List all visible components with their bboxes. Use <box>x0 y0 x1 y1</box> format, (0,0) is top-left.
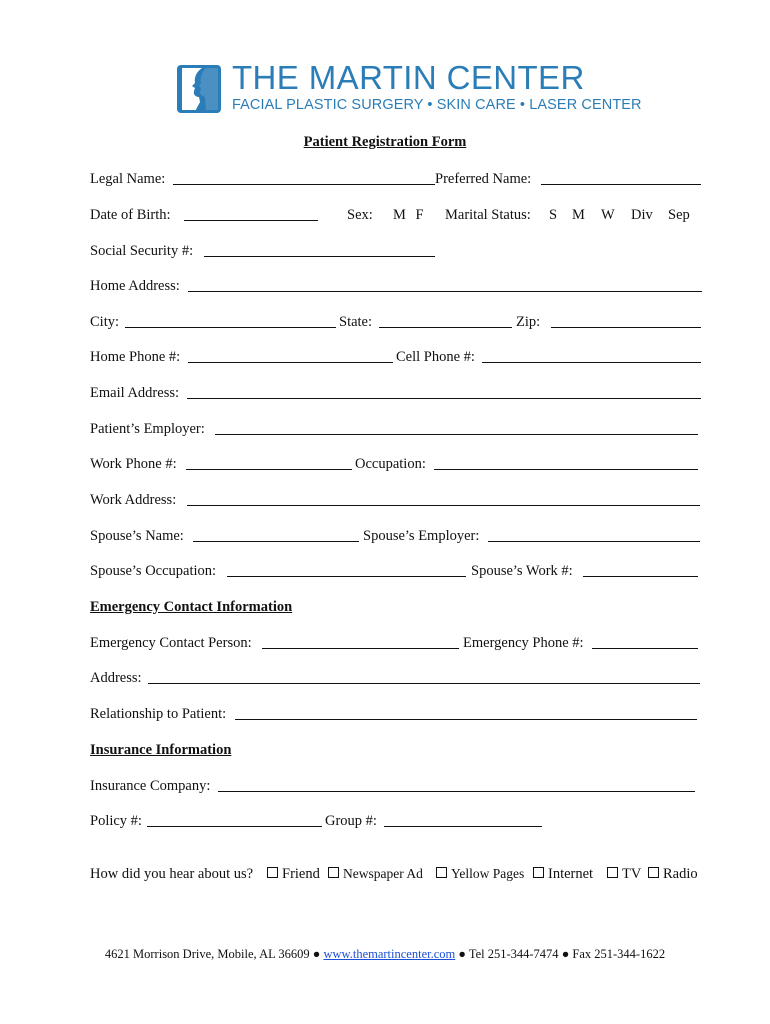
footer <box>0 947 770 962</box>
row-city <box>90 312 702 332</box>
occupation-field[interactable] <box>434 454 698 470</box>
spouse-work-label: Spouse’s Work #: <box>471 563 573 579</box>
insurance-company-label: Insurance Company: <box>90 778 211 794</box>
group-field[interactable] <box>384 811 542 827</box>
row-emergency-heading <box>90 597 702 617</box>
referral-option-label: Internet <box>548 866 594 882</box>
cell-phone-label: Cell Phone #: <box>396 349 475 365</box>
referral-question: How did you hear about us? <box>90 866 254 882</box>
city-field[interactable] <box>125 312 336 328</box>
checkbox-icon <box>648 867 659 878</box>
form-title: Patient Registration Form <box>303 134 467 150</box>
emergency-phone-field[interactable] <box>592 633 698 649</box>
state-field[interactable] <box>379 312 512 328</box>
work-phone-label: Work Phone #: <box>90 456 177 472</box>
legal-name-label: Legal Name: <box>90 171 166 187</box>
referral-option-label: Friend <box>282 866 320 882</box>
row-spouse-occupation <box>90 561 702 581</box>
emergency-address-field[interactable] <box>148 668 700 684</box>
policy-field[interactable] <box>147 811 322 827</box>
row-insurance-heading <box>90 740 702 760</box>
work-phone-field[interactable] <box>186 454 352 470</box>
row-email <box>90 383 702 403</box>
marital-option-w[interactable]: W <box>601 207 615 223</box>
zip-field[interactable] <box>551 312 701 328</box>
marital-option-sep[interactable]: Sep <box>668 207 690 223</box>
emergency-heading: Emergency Contact Information <box>90 599 293 615</box>
sex-options[interactable]: M F <box>393 207 424 223</box>
ssn-field[interactable] <box>204 241 435 257</box>
row-relationship <box>90 704 702 724</box>
referral-option-label: TV <box>622 866 642 882</box>
row-dob <box>90 205 702 225</box>
row-work-address <box>90 490 702 510</box>
work-address-field[interactable] <box>187 490 700 506</box>
insurance-heading: Insurance Information <box>90 742 232 758</box>
marital-option-s[interactable]: S <box>549 207 558 223</box>
row-insurance-company <box>90 776 702 796</box>
emergency-address-label: Address: <box>90 670 142 686</box>
policy-label: Policy #: <box>90 813 142 829</box>
emergency-person-label: Emergency Contact Person: <box>90 635 252 651</box>
row-work-phone <box>90 454 702 474</box>
group-label: Group #: <box>325 813 377 829</box>
city-label: City: <box>90 314 120 330</box>
checkbox-icon <box>436 867 447 878</box>
referral-option-tv[interactable] <box>607 864 641 884</box>
logo-tagline: FACIAL PLASTIC SURGERY • SKIN CARE • LASER CENTER <box>232 97 642 113</box>
relationship-field[interactable] <box>235 704 697 720</box>
legal-name-field[interactable] <box>173 169 435 185</box>
email-field[interactable] <box>187 383 701 399</box>
referral-option-internet[interactable] <box>533 864 593 884</box>
row-spouse <box>90 526 702 546</box>
spouse-occupation-label: Spouse’s Occupation: <box>90 563 217 579</box>
ssn-label: Social Security #: <box>90 243 194 259</box>
referral-option-label: Newspaper Ad <box>343 866 423 881</box>
spouse-name-label: Spouse’s Name: <box>90 528 184 544</box>
cell-phone-field[interactable] <box>482 347 701 363</box>
zip-label: Zip: <box>516 314 541 330</box>
spouse-employer-label: Spouse’s Employer: <box>363 528 480 544</box>
row-policy <box>90 811 702 831</box>
referral-option-friend[interactable] <box>267 864 320 884</box>
row-employer <box>90 419 702 439</box>
face-profile-icon <box>176 64 222 114</box>
bullet-icon: ● <box>458 947 466 961</box>
emergency-person-field[interactable] <box>262 633 459 649</box>
martin-center-logo <box>176 59 642 116</box>
marital-label: Marital Status: <box>445 207 531 223</box>
bullet-icon: ● <box>561 947 570 961</box>
marital-option-div[interactable]: Div <box>631 207 653 223</box>
row-phones <box>90 347 702 367</box>
spouse-occupation-field[interactable] <box>227 561 466 577</box>
footer-address: 4621 Morrison Drive, Mobile, AL 36609 <box>104 947 310 961</box>
row-referral <box>90 864 702 884</box>
sex-label: Sex: <box>347 207 373 223</box>
row-emergency-address <box>90 668 702 688</box>
checkbox-icon <box>533 867 544 878</box>
marital-option-m[interactable]: M <box>572 207 585 223</box>
footer-fax: Fax 251-344-1622 <box>572 947 666 961</box>
spouse-employer-field[interactable] <box>488 526 700 542</box>
preferred-name-label: Preferred Name: <box>435 171 532 187</box>
employer-label: Patient’s Employer: <box>90 421 205 437</box>
row-emergency-contact <box>90 633 702 653</box>
checkbox-icon <box>267 867 278 878</box>
referral-option-label: Yellow Pages <box>451 866 525 881</box>
relationship-label: Relationship to Patient: <box>90 706 227 722</box>
dob-label: Date of Birth: <box>90 207 171 223</box>
emergency-phone-label: Emergency Phone #: <box>463 635 584 651</box>
preferred-name-field[interactable] <box>541 169 701 185</box>
row-home-address <box>90 276 702 296</box>
home-address-label: Home Address: <box>90 278 180 294</box>
checkbox-icon <box>607 867 618 878</box>
home-address-field[interactable] <box>188 276 702 292</box>
row-ssn <box>90 241 702 261</box>
spouse-work-field[interactable] <box>583 561 698 577</box>
row-legal-name <box>90 169 702 189</box>
referral-option-label: Radio <box>663 866 698 882</box>
insurance-company-field[interactable] <box>218 776 695 792</box>
referral-option-newspaper[interactable] <box>328 864 423 884</box>
dob-field[interactable] <box>184 205 318 221</box>
referral-option-radio[interactable] <box>648 864 698 884</box>
checkbox-icon <box>328 867 339 878</box>
bullet-icon: ● <box>312 947 321 961</box>
logo-name: THE MARTIN CENTER <box>232 59 585 96</box>
logo-text <box>232 60 642 114</box>
referral-option-yellow-pages[interactable] <box>436 864 524 884</box>
state-label: State: <box>339 314 373 330</box>
footer-tel: Tel 251-344-7474 <box>468 947 559 961</box>
spouse-name-field[interactable] <box>193 526 359 542</box>
email-label: Email Address: <box>90 385 180 401</box>
footer-website-link[interactable]: www.themartincenter.com <box>323 947 456 961</box>
home-phone-label: Home Phone #: <box>90 349 181 365</box>
work-address-label: Work Address: <box>90 492 177 508</box>
home-phone-field[interactable] <box>188 347 393 363</box>
employer-field[interactable] <box>215 419 698 435</box>
occupation-label: Occupation: <box>355 456 426 472</box>
